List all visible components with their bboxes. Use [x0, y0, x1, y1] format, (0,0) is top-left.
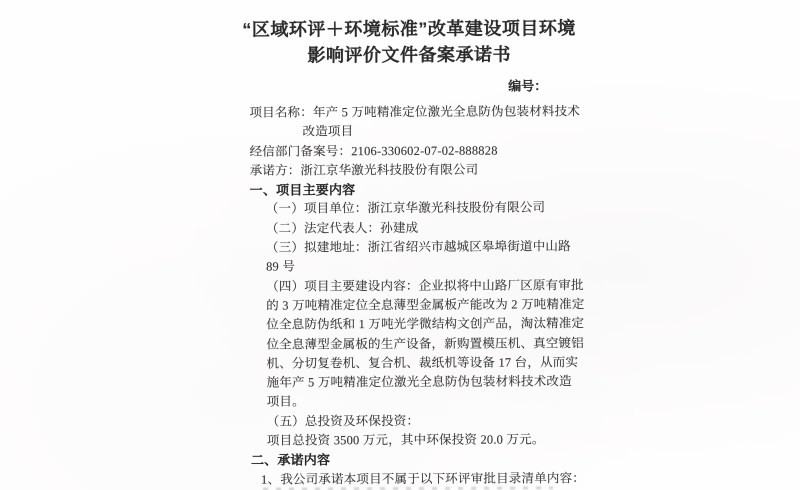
item-5-investment-label: （五）总投资及环保投资： — [266, 413, 420, 429]
item-4-construction-l6: 施年产 5 万吨精准定位激光全息防伪包装材料技术改造 — [266, 374, 572, 390]
commitment-item-1: 1、我公司承诺本项目不属于以下环评审批目录清单内容： — [260, 470, 586, 487]
item-4-construction-l4: 位全息薄型金属板的生产设备，新购置模压机、真空镀铝 — [266, 335, 584, 352]
document-title — [229, 15, 589, 69]
item-4-construction-l1: （四）项目主要建设内容：企业拟将中山路厂区原有审批 — [266, 277, 584, 294]
item-2-legal-rep: （二）法定代表人：孙建成 — [265, 220, 419, 236]
item-4-construction-l7: 项目。 — [266, 394, 305, 410]
item-4-construction-l2: 的 3 万吨精准定位全息薄型金属板产能改为 2 万吨精准定 — [266, 297, 585, 313]
item-5-investment-value: 项目总投资 3500 万元，其中环保投资 20.0 万元。 — [266, 432, 545, 448]
item-3-site-address: （三）拟建地址：浙江省绍兴市越城区皋埠街道中山路 — [265, 239, 571, 255]
section-2-heading: 二、承诺内容 — [250, 452, 331, 468]
item-3-site-address-cont: 89 号 — [266, 259, 296, 274]
item-4-construction-l5: 机、分切复卷机、复合机、裁纸机等设备 17 台，从而实 — [266, 355, 579, 371]
document-body — [249, 102, 586, 489]
section-1-heading: 一、项目主要内容 — [249, 182, 356, 198]
document-title-line-2: 影响评价文件备案承诺书 — [307, 44, 511, 66]
field-committer: 承诺方：浙江京华激光科技股份有限公司 — [249, 162, 479, 178]
item-1-project-unit: （一）项目单位：浙江京华激光科技股份有限公司 — [265, 200, 546, 217]
serial-number-label: 编号： — [508, 78, 548, 94]
clipped-next-line-artifact — [263, 486, 553, 490]
item-4-construction-l3: 位全息防伪纸和 1 万吨光学微结构文创产品，淘汰精准定 — [266, 316, 585, 332]
document-title-line-1: “区域环评＋环境标准”改革建设项目环境 — [242, 18, 576, 40]
field-project-name: 项目名称：年产 5 万吨精准定位激光全息防伪包装材料技术 — [249, 104, 581, 120]
serial-number-row — [229, 75, 589, 96]
field-filing-number: 经信部门备案号：2106-330602-07-02-888828 — [249, 143, 498, 159]
field-project-name-cont: 改造项目 — [302, 124, 354, 139]
